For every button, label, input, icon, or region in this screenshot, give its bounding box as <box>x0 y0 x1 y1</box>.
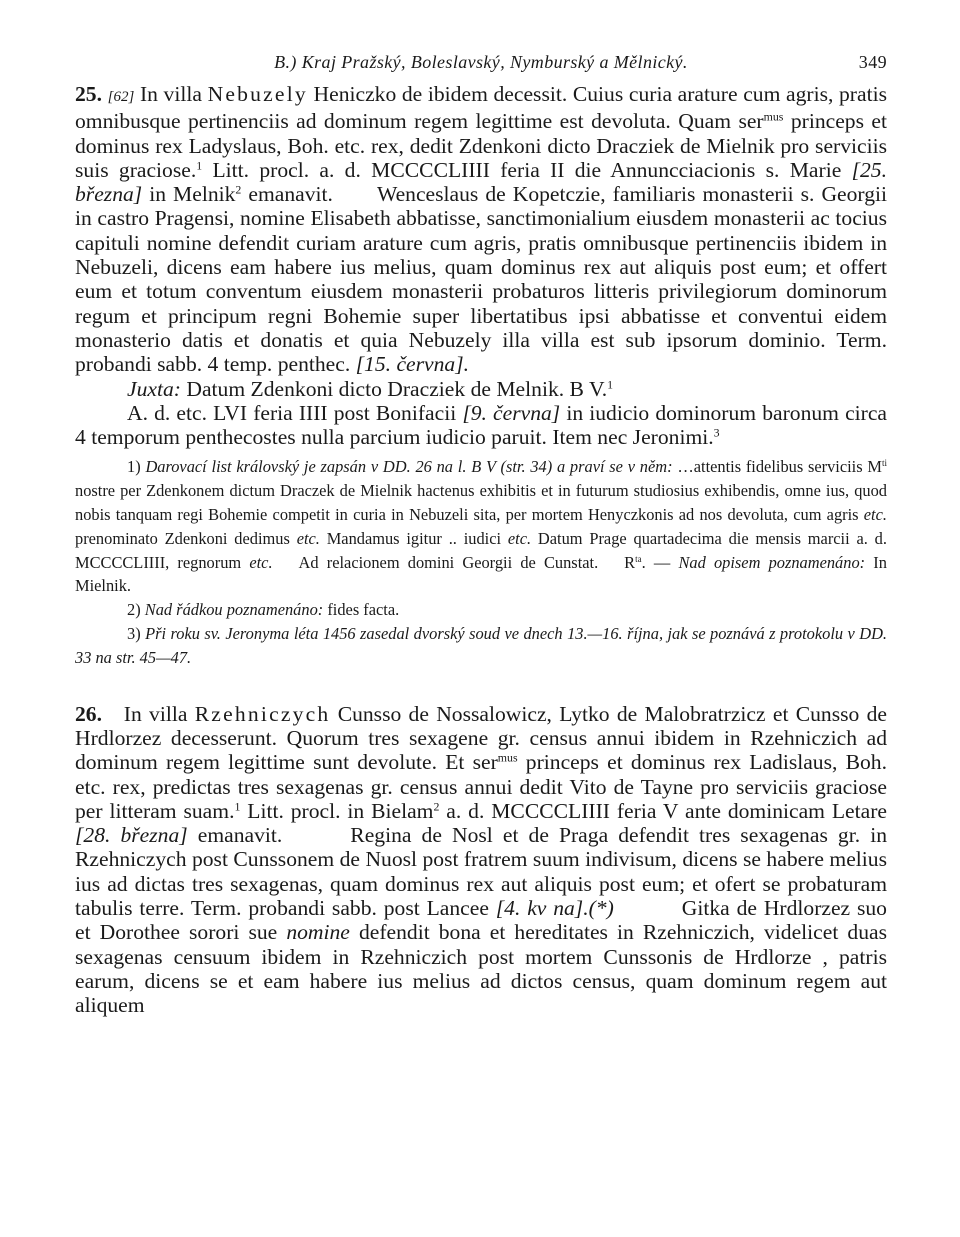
text: etc. <box>296 528 320 548</box>
footnote-mark: 3) <box>127 624 141 644</box>
footnote-ref: 1 <box>196 158 203 173</box>
text: princeps et dominus rex Ladislaus, Boh. etc. rex, predictas tres sexagenas gr. census annui dedit Vito de Tayne pro serviciis graciose per litteram suam. <box>75 750 887 823</box>
juxta-label: Juxta: <box>127 376 181 401</box>
text: princeps et dominus rex Ladyslaus, Boh. etc. rex, dedit Zdenkoni dicto Dracziek de Mielnik pro serviciis suis graciose. <box>75 109 887 182</box>
place-name: Nebuzely <box>207 82 308 106</box>
entry-25-paragraph-1 <box>75 82 887 377</box>
text: Ad relacionem domini Georgii de Cunstat. <box>298 552 599 572</box>
running-title: B.) Kraj Pražský, Boleslavský, Nymburský a Mělnický. <box>274 52 688 72</box>
superscript: ti <box>881 458 887 469</box>
text: in iudicio dominorum baronum circa 4 temporum penthecostes nulla parcium iudicio paruit. Item nec Jeronimi. <box>75 400 888 450</box>
text: …attentis fidelibus serviciis M <box>677 457 882 477</box>
text: Datum Zdenkoni dicto Dracziek de Melnik. B V. <box>186 376 608 401</box>
text: Darovací list královský je zapsán v DD. 26 na l. B V (str. 34) a praví se v něm: <box>145 457 673 477</box>
superscript: mus <box>497 750 518 765</box>
date-note: [25. března] <box>75 157 887 207</box>
footnote-ref: 2 <box>235 182 242 197</box>
text: emanavit. <box>248 182 333 207</box>
text: In villa <box>123 701 188 726</box>
entry-25-paragraph-3 <box>75 401 887 450</box>
text: defendit bona et hereditates in Rzehniczich, videlicet duas sexagenas censuum ibidem in Rzehniczich post mortem Cunssonis de Hrdlorze , patris earum, dicens se et eam habere ius melius ad dictos census, quam dominum regem aut aliquem <box>75 920 887 1018</box>
text: Datum Prage quartadecima die mensis marcii a. d. MCCCCLIIII, regnorum <box>75 528 887 572</box>
text: Heniczko de ibidem decessit. Cuius curia arature cum agris, pratis omnibusque pertinenciis ad dominum regem legittime est devoluta. Quam ser <box>75 82 887 134</box>
text: Při roku sv. Jeronyma léta 1456 zasedal dvorský soud ve dnech 13.—16. října, jak se poznává z protokolu v DD. 33 na str. 45—47. <box>75 624 887 667</box>
text: etc. <box>507 528 532 548</box>
text: Cunsso de Nossalowicz, Lytko de Malobratrzicz et Cunsso de Hrdlorzez decesserunt. Quorum tres sexagene gr. census annui ibidem in Rzehniczich ad dominum regem legittime sunt devolute. Et ser <box>75 701 887 775</box>
superscript: mus <box>763 109 784 124</box>
text: emanavit. <box>197 823 283 848</box>
footnote-1 <box>75 455 887 598</box>
text: Mandamus igitur .. iudici <box>326 528 502 548</box>
text: nomine <box>286 920 350 945</box>
text: Regina de Nosl et de Praga defendit tres sexagenas gr. in Rzehniczych post Cunssonem de Nuosl post fratrem suum indivisum, dicens se habere melius ius ad dictas tres sexagenas, quam dominus rex aut aliquis post eum; et ofert se probaturam tabulis terre. Term. probandi sabb. post Lancee <box>75 823 887 920</box>
superscript: ta <box>635 553 642 564</box>
footnote-ref: 2 <box>433 799 440 814</box>
entry-25-juxta <box>75 377 887 401</box>
footnote-2 <box>75 598 887 622</box>
text: Litt. procl. a. d. MCCCCLIIII feria II die Annuncciacionis s. Marie <box>212 157 842 182</box>
text: etc. <box>249 552 273 572</box>
footnote-3 <box>75 622 887 670</box>
entry-number: 26. <box>75 701 102 726</box>
date-note: [15. června]. <box>355 352 470 377</box>
text: nostre per Zdenkonem dictum Draczek de Mielnik hactenus exhibitis et in futurum studiosius exhibendis, omne ius, quod nobis tanquam regi Bohemie competit in curia in Nebuzeli sita, per mortem Henyczkonis ad nos devoluta, cum agris <box>75 481 887 525</box>
footnote-mark: 1) <box>127 457 141 477</box>
text: . — <box>641 552 671 572</box>
text: R <box>624 552 636 572</box>
text: prenominato Zdenkoni dedimus <box>75 528 290 548</box>
margin-note: [62] <box>107 89 135 105</box>
entry-26-paragraph <box>75 702 887 1018</box>
text: in Melnik <box>149 182 236 207</box>
footnote-mark: 2) <box>127 600 141 620</box>
text: Nad řádkou poznamenáno: <box>144 600 324 620</box>
date-note: [28. března] <box>75 823 188 848</box>
entry-26 <box>75 702 887 1018</box>
text: In villa <box>139 82 202 106</box>
text: fides facta. <box>327 600 400 620</box>
entry-number: 25. <box>75 82 102 106</box>
text: In Mielnik. <box>75 552 887 596</box>
date-note: [4. kv na].(*) <box>495 896 614 920</box>
footnote-ref: 3 <box>713 425 720 440</box>
footnote-ref: 1 <box>607 376 614 391</box>
text: a. d. MCCCCLIIII feria V ante dominicam Letare <box>446 798 887 823</box>
text: Gitka de Hrdlorzez suo et Dorothee sorori sue <box>75 896 887 945</box>
page-number: 349 <box>858 52 887 72</box>
place-name: Rzehniczych <box>194 701 331 726</box>
text: A. d. etc. LVI feria IIII post Bonifacii <box>127 400 457 425</box>
text: etc. <box>863 505 887 525</box>
text: Nad opisem poznamenáno: <box>678 552 866 572</box>
text: Wenceslaus de Kopetczie, familiaris monasterii s. Georgii in castro Pragensi, nomine Elisabeth abbatisse, sanctimonialium eiusdem monasterii ac tocius capituli nomine defendit curiam arature cum agris, pratis omnibusque pertinenciis ibidem in Nebuzeli, dicens eam habere ius melius, quam dominus rex aut aliquis post eum; et offert eum et totum conventum eiusdem monasterii probaturos litteris privilegiorum dominorum regum et principum regni Bohemie super libertatibus ipsi abbatisse et conventui eidem monasterio datis et donatis et quia Nebuzely illa villa est sub ipsorum dominio. Term. probandi sabb. 4 temp. penthec. <box>75 182 888 377</box>
entry-25 <box>75 82 887 449</box>
footnotes-25 <box>75 455 887 669</box>
footnote-ref: 1 <box>234 799 241 814</box>
text: Litt. procl. in Bielam <box>247 798 434 823</box>
running-header <box>75 52 887 82</box>
date-note: [9. června] <box>462 400 561 425</box>
page <box>75 52 887 1017</box>
